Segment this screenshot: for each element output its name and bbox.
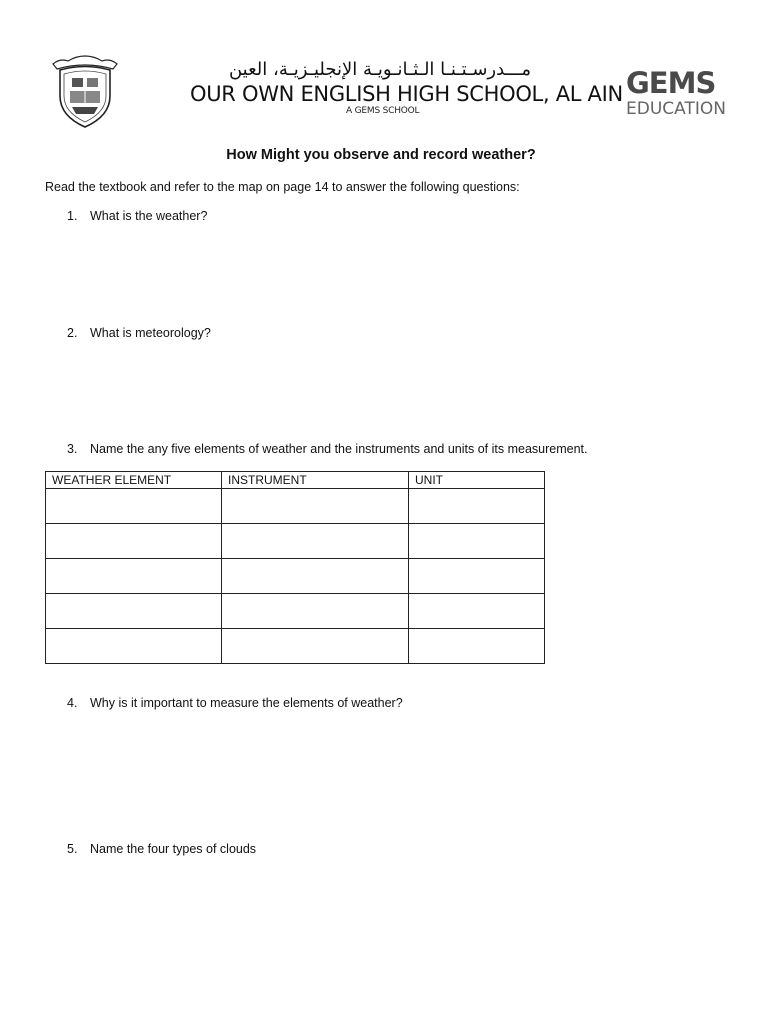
school-name-arabic: مـــدرسـتـنـا الـثـانـويـة الإنجليـزيـة، العين bbox=[228, 59, 532, 80]
question-number: 2. bbox=[67, 326, 78, 340]
column-header-unit: UNIT bbox=[409, 472, 545, 489]
table-cell[interactable] bbox=[222, 559, 409, 594]
worksheet-instructions: Read the textbook and refer to the map on page 14 to answer the following questions: bbox=[45, 180, 520, 194]
question-text: Why is it important to measure the elements of weather? bbox=[90, 696, 403, 710]
table-cell[interactable] bbox=[409, 629, 545, 664]
table-cell[interactable] bbox=[46, 559, 222, 594]
table-row bbox=[46, 524, 545, 559]
question-number: 4. bbox=[67, 696, 78, 710]
gems-education-logo bbox=[626, 66, 726, 122]
column-header-weather-element: WEATHER ELEMENT bbox=[46, 472, 222, 489]
weather-elements-table bbox=[45, 471, 545, 664]
question-number: 5. bbox=[67, 842, 78, 856]
table-cell[interactable] bbox=[46, 489, 222, 524]
question-text: What is the weather? bbox=[90, 209, 208, 223]
school-crest-logo bbox=[50, 54, 120, 130]
question-5 bbox=[67, 842, 256, 856]
question-2 bbox=[67, 326, 211, 340]
gems-logo-wordmark: GEMS bbox=[626, 66, 716, 100]
table-row bbox=[46, 594, 545, 629]
table-cell[interactable] bbox=[409, 594, 545, 629]
column-header-instrument: INSTRUMENT bbox=[222, 472, 409, 489]
question-text: What is meteorology? bbox=[90, 326, 211, 340]
table-cell[interactable] bbox=[222, 594, 409, 629]
table-cell[interactable] bbox=[46, 629, 222, 664]
table-cell[interactable] bbox=[222, 489, 409, 524]
table-cell[interactable] bbox=[409, 559, 545, 594]
table-cell[interactable] bbox=[46, 524, 222, 559]
question-4 bbox=[67, 696, 403, 710]
worksheet-title: How Might you observe and record weather? bbox=[226, 147, 536, 163]
question-1 bbox=[67, 209, 207, 223]
table-row bbox=[46, 629, 545, 664]
school-subtitle: A GEMS SCHOOL bbox=[346, 106, 420, 116]
table-cell[interactable] bbox=[46, 594, 222, 629]
school-name-english: OUR OWN ENGLISH HIGH SCHOOL, AL AIN bbox=[190, 82, 623, 106]
table-header-row bbox=[46, 472, 545, 489]
table-row bbox=[46, 559, 545, 594]
table-cell[interactable] bbox=[222, 629, 409, 664]
question-3 bbox=[67, 442, 587, 456]
school-name-block bbox=[180, 55, 623, 123]
question-text: Name the any five elements of weather and the instruments and units of its measurement. bbox=[90, 442, 588, 456]
question-number: 3. bbox=[67, 442, 78, 456]
table-row bbox=[46, 489, 545, 524]
gems-logo-subtitle: EDUCATION bbox=[626, 99, 726, 119]
question-number: 1. bbox=[67, 209, 78, 223]
table-cell[interactable] bbox=[409, 524, 545, 559]
table-cell[interactable] bbox=[409, 489, 545, 524]
table-cell[interactable] bbox=[222, 524, 409, 559]
question-text: Name the four types of clouds bbox=[90, 842, 257, 856]
